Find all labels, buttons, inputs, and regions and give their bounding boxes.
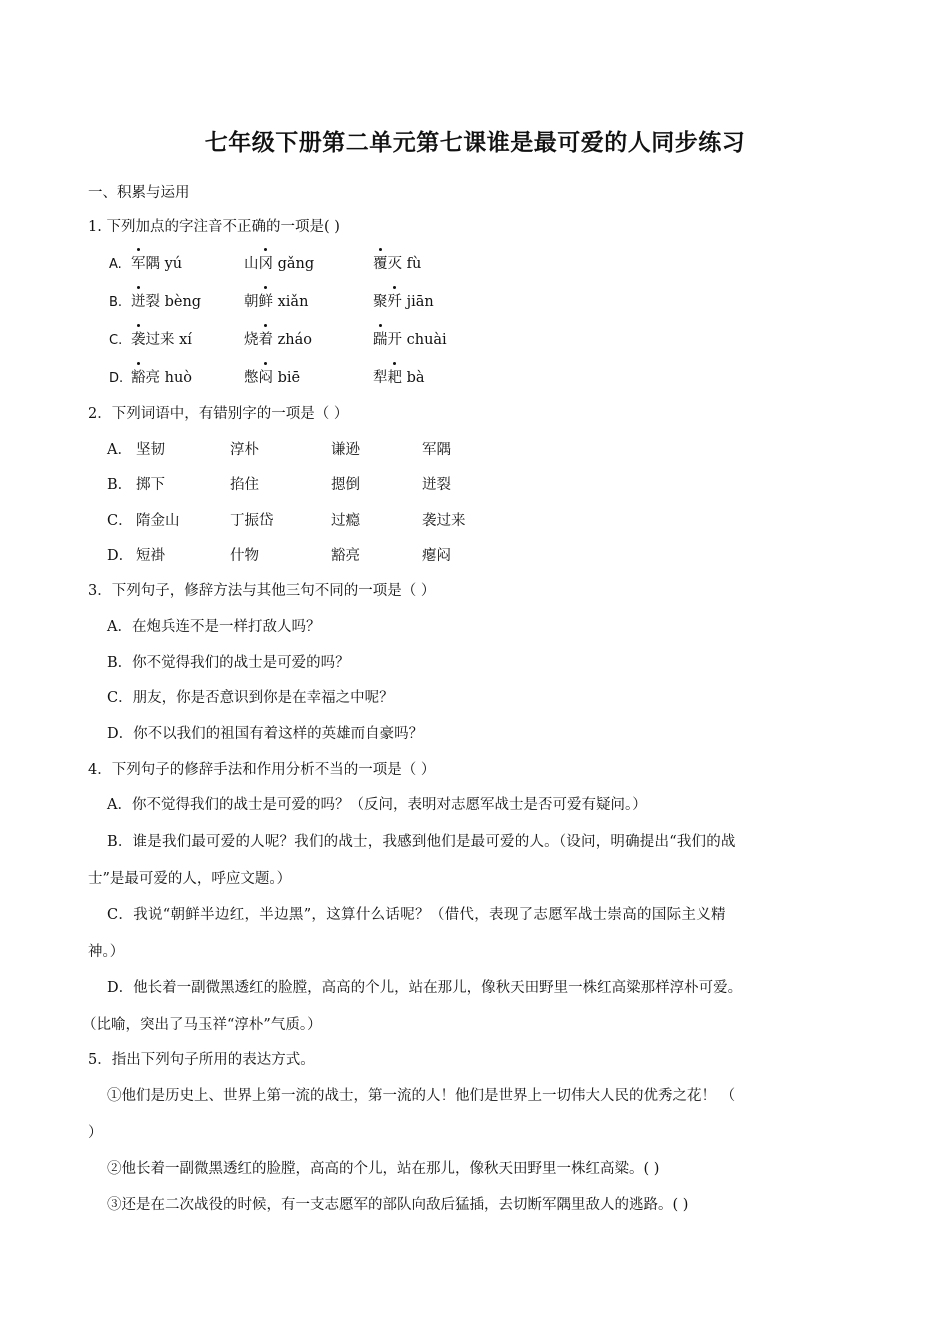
dotted-character: 耙 bbox=[387, 370, 402, 386]
question-2-option-label: A． bbox=[107, 442, 132, 458]
question-1-option-item bbox=[131, 330, 192, 350]
question-1-option-item bbox=[373, 254, 421, 274]
question-1-option-item bbox=[131, 368, 192, 388]
question-1-option-item bbox=[244, 254, 314, 274]
question-3-option-d: D．你不以我们的祖国有着这样的英雄而自豪吗？ bbox=[107, 726, 424, 742]
dotted-character: 踹 bbox=[373, 332, 388, 348]
question-2-option-word: 瘪闷 bbox=[422, 548, 451, 564]
question-2-option-word: 袭过来 bbox=[422, 513, 466, 529]
pinyin-text: jiān bbox=[402, 294, 434, 310]
question-1-option-label: C. bbox=[109, 333, 123, 348]
dotted-character: 歼 bbox=[387, 294, 402, 310]
dotted-character: 冈 bbox=[258, 256, 273, 272]
question-2-option-word: 淳朴 bbox=[230, 442, 259, 458]
question-1-option-label: A. bbox=[109, 257, 122, 272]
question-2-option-word: 掐住 bbox=[230, 477, 259, 493]
plain-character: 憋 bbox=[244, 370, 259, 386]
question-2-option-word: 什物 bbox=[230, 548, 259, 564]
dotted-character: 闷 bbox=[258, 370, 273, 386]
question-4-option-a: A．你不觉得我们的战士是可爱的吗？（反问，表明对志愿军战士是否可爱有疑问。） bbox=[107, 797, 647, 813]
question-4-option-b-line2: 士”是最可爱的人，呼应文题。） bbox=[88, 871, 292, 887]
plain-character: 山 bbox=[244, 256, 259, 272]
question-1-option-label: B. bbox=[109, 295, 123, 310]
question-2-option-word: 豁亮 bbox=[331, 548, 360, 564]
dotted-character: 鲜 bbox=[258, 294, 273, 310]
question-2-option-label: B． bbox=[107, 477, 133, 493]
dotted-character: 豁 bbox=[131, 370, 146, 386]
question-1-option-item bbox=[131, 292, 201, 312]
question-3-option-c: C．朋友，你是否意识到你是在幸福之中呢？ bbox=[107, 690, 394, 706]
question-1-option-item bbox=[244, 292, 308, 312]
question-1-option-item bbox=[244, 368, 300, 388]
dotted-character: 着 bbox=[258, 332, 273, 348]
plain-character: 烧 bbox=[244, 332, 259, 348]
question-5-sentence-2: ②他长着一副微黑透红的脸膛，高高的个儿，站在那儿，像秋天田野里一株红高粱。( ) bbox=[107, 1161, 660, 1177]
question-2-option-word: 迸裂 bbox=[422, 477, 451, 493]
question-4-option-c-line2: 神。） bbox=[88, 944, 125, 960]
pinyin-text: 过来 xí bbox=[145, 332, 192, 348]
question-2-option-word: 军隅 bbox=[422, 442, 451, 458]
pinyin-text: bà bbox=[402, 370, 425, 386]
pinyin-text: gǎng bbox=[273, 256, 315, 272]
question-2-option-label: D． bbox=[107, 548, 134, 564]
question-5-sentence-3: ③还是在二次战役的时候，有一支志愿军的部队向敌后猛插，去切断军隅里敌人的逃路。( ) bbox=[107, 1197, 689, 1213]
plain-character: 朝 bbox=[244, 294, 259, 310]
page-title: 七年级下册第二单元第七课谁是最可爱的人同步练习 bbox=[204, 130, 746, 156]
plain-character: 犁 bbox=[373, 370, 388, 386]
dotted-character: 袭 bbox=[131, 332, 146, 348]
question-5-sentence-1-end: ） bbox=[88, 1125, 103, 1141]
question-4-option-d-line1: D．他长着一副微黑透红的脸膛，高高的个儿，站在那儿，像秋天田野里一株红高粱那样淳朴可爱。 bbox=[107, 980, 743, 996]
pinyin-text: xiǎn bbox=[273, 294, 309, 310]
question-2-option-word: 摁倒 bbox=[331, 477, 360, 493]
question-1-option-item bbox=[373, 368, 425, 388]
dotted-character: 迸 bbox=[131, 294, 146, 310]
pinyin-text: biē bbox=[273, 370, 301, 386]
question-1-option-item bbox=[131, 254, 182, 274]
question-3-stem: 3．下列句子，修辞方法与其他三句不同的一项是（ ） bbox=[88, 583, 436, 599]
question-2-option-word: 坚韧 bbox=[136, 442, 165, 458]
section-heading: 一、积累与运用 bbox=[88, 185, 190, 201]
question-4-stem: 4．下列句子的修辞手法和作用分析不当的一项是（ ） bbox=[88, 762, 436, 778]
question-1-option-item bbox=[244, 330, 312, 350]
question-2-option-word: 隋金山 bbox=[136, 513, 180, 529]
question-4-option-b-line1: B．谁是我们最可爱的人呢？我们的战士，我感到他们是最可爱的人。（设问，明确提出“我们的战 bbox=[107, 834, 736, 850]
question-1-option-item bbox=[373, 292, 434, 312]
question-3-option-b: B．你不觉得我们的战士是可爱的吗？ bbox=[107, 655, 350, 671]
question-2-option-word: 短褂 bbox=[136, 548, 165, 564]
question-4-option-d-line2: （比喻，突出了马玉祥“淳朴”气质。） bbox=[82, 1017, 322, 1033]
plain-character: 聚 bbox=[373, 294, 388, 310]
dotted-character: 覆 bbox=[373, 256, 388, 272]
question-1-option-item bbox=[373, 330, 447, 350]
question-2-option-label: C． bbox=[107, 513, 133, 529]
question-1-option-label: D. bbox=[109, 371, 124, 386]
question-2-stem: 2．下列词语中，有错别字的一项是（ ） bbox=[88, 406, 349, 422]
question-2-option-word: 过瘾 bbox=[331, 513, 360, 529]
question-4-option-c-line1: C．我说“朝鲜半边红，半边黑”，这算什么话呢？（借代，表现了志愿军战士崇高的国际主义精 bbox=[107, 907, 726, 923]
question-1-stem: 1. 下列加点的字注音不正确的一项是( ) bbox=[88, 219, 340, 235]
question-3-option-a: A．在炮兵连不是一样打敌人吗？ bbox=[107, 619, 321, 635]
question-5-stem: 5．指出下列句子所用的表达方式。 bbox=[88, 1052, 315, 1068]
pinyin-text: 开 chuài bbox=[387, 332, 447, 348]
question-2-option-word: 谦逊 bbox=[331, 442, 360, 458]
question-2-option-word: 掷下 bbox=[136, 477, 165, 493]
question-2-option-word: 丁振岱 bbox=[230, 513, 274, 529]
pinyin-text: 裂 bèng bbox=[145, 294, 202, 310]
pinyin-text: 灭 fù bbox=[387, 256, 422, 272]
dotted-character: 军 bbox=[131, 256, 146, 272]
pinyin-text: 亮 huò bbox=[145, 370, 193, 386]
pinyin-text: 隅 yú bbox=[145, 256, 183, 272]
pinyin-text: zháo bbox=[273, 332, 312, 348]
question-5-sentence-1: ①他们是历史上、世界上第一流的战士，第一流的人！他们是世界上一切伟大人民的优秀之花！ （ bbox=[107, 1088, 736, 1104]
